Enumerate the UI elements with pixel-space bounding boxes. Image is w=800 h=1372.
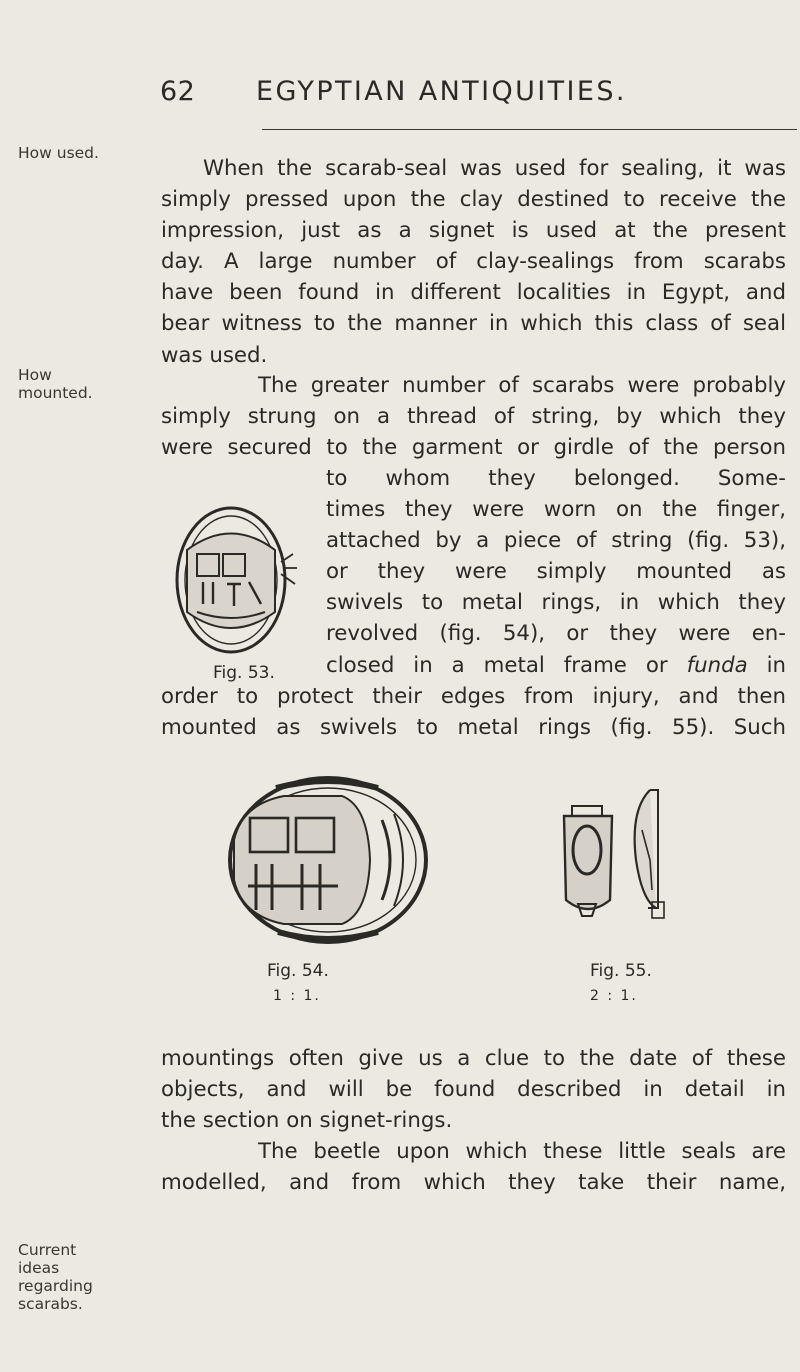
text-line: mountings often give us a clue to the date of these: [161, 1046, 786, 1071]
figure-53-caption: Fig. 53.: [213, 663, 275, 683]
text-line: revolved (fig. 54), or they were en-: [326, 621, 786, 647]
figure-55-caption: Fig. 55.: [590, 961, 652, 981]
page-header: [0, 76, 800, 116]
text-line: mounted as swivels to metal rings (fig. 55). Such: [161, 715, 786, 741]
header-rule: [262, 129, 797, 130]
paragraph-continued: [161, 681, 786, 743]
margin-note-how-used: [18, 144, 99, 162]
paragraph-how-mounted: [161, 370, 786, 463]
figure-55: [556, 780, 696, 940]
figure-54-scale: 1 : 1.: [273, 988, 321, 1004]
text-line: were secured to the garment or girdle of the person: [161, 435, 786, 461]
margin-note-text: scarabs.: [18, 1295, 83, 1313]
text-line: times they were worn on the finger,: [326, 497, 786, 523]
text-line: attached by a piece of string (fig. 53),: [326, 528, 786, 554]
page-number: 62: [160, 76, 196, 107]
figure-55-scale: 2 : 1.: [590, 988, 638, 1004]
text-line: bear witness to the manner in which this class of seal: [161, 311, 786, 337]
text-line: impression, just as a signet is used at the present: [161, 218, 786, 244]
swivel-ring-illustration: [218, 760, 432, 950]
text-line: day. A large number of clay-sealings from scarabs: [161, 249, 786, 275]
paragraph-how-used: [161, 153, 786, 371]
text-run: in: [747, 652, 786, 678]
text-line: order to protect their edges from injury, and then: [161, 684, 786, 709]
running-title: EGYPTIAN ANTIQUITIES.: [256, 76, 627, 107]
text-line: objects, and will be found described in detail in: [161, 1077, 786, 1103]
figure-53: [163, 462, 323, 672]
text-line: The greater number of scarabs were probably: [258, 373, 786, 398]
text-run: closed in a metal frame or: [326, 652, 687, 678]
text-line: have been found in different localities in Egypt, and: [161, 280, 786, 306]
margin-note-text: ideas: [18, 1259, 60, 1277]
text-line: to whom they belonged. Some-: [326, 466, 786, 491]
margin-note-text: regarding: [18, 1277, 93, 1295]
text-line: swivels to metal rings, in which they: [326, 590, 786, 616]
margin-note-text: mounted.: [18, 384, 93, 402]
text-line: simply pressed upon the clay destined to receive the: [161, 187, 786, 213]
margin-note-text: How: [18, 366, 52, 384]
margin-note-text: How used.: [18, 144, 99, 162]
paragraph-current-ideas: [161, 1136, 786, 1198]
text-line: modelled, and from which they take their name,: [161, 1170, 786, 1196]
text-line: simply strung on a thread of string, by which they: [161, 404, 786, 430]
margin-note-how-mounted: [18, 366, 93, 402]
paragraph-wrapped: [326, 463, 786, 681]
figure-54: [218, 760, 432, 950]
paragraph-mountings: [161, 1043, 786, 1136]
scarab-ring-illustration: [163, 462, 323, 672]
italic-term: funda: [686, 652, 748, 678]
framed-scarab-illustration: [556, 780, 696, 940]
text-line: [326, 650, 786, 681]
margin-note-text: Current: [18, 1241, 77, 1259]
text-line: The beetle upon which these little seals are: [258, 1139, 786, 1164]
text-line: the section on signet-rings.: [161, 1108, 453, 1134]
margin-note-current-ideas: [18, 1241, 93, 1313]
text-line: When the scarab-seal was used for sealing, it was: [203, 156, 786, 181]
text-line: or they were simply mounted as: [326, 559, 786, 585]
figure-54-caption: Fig. 54.: [267, 961, 329, 981]
text-line: was used.: [161, 342, 268, 368]
